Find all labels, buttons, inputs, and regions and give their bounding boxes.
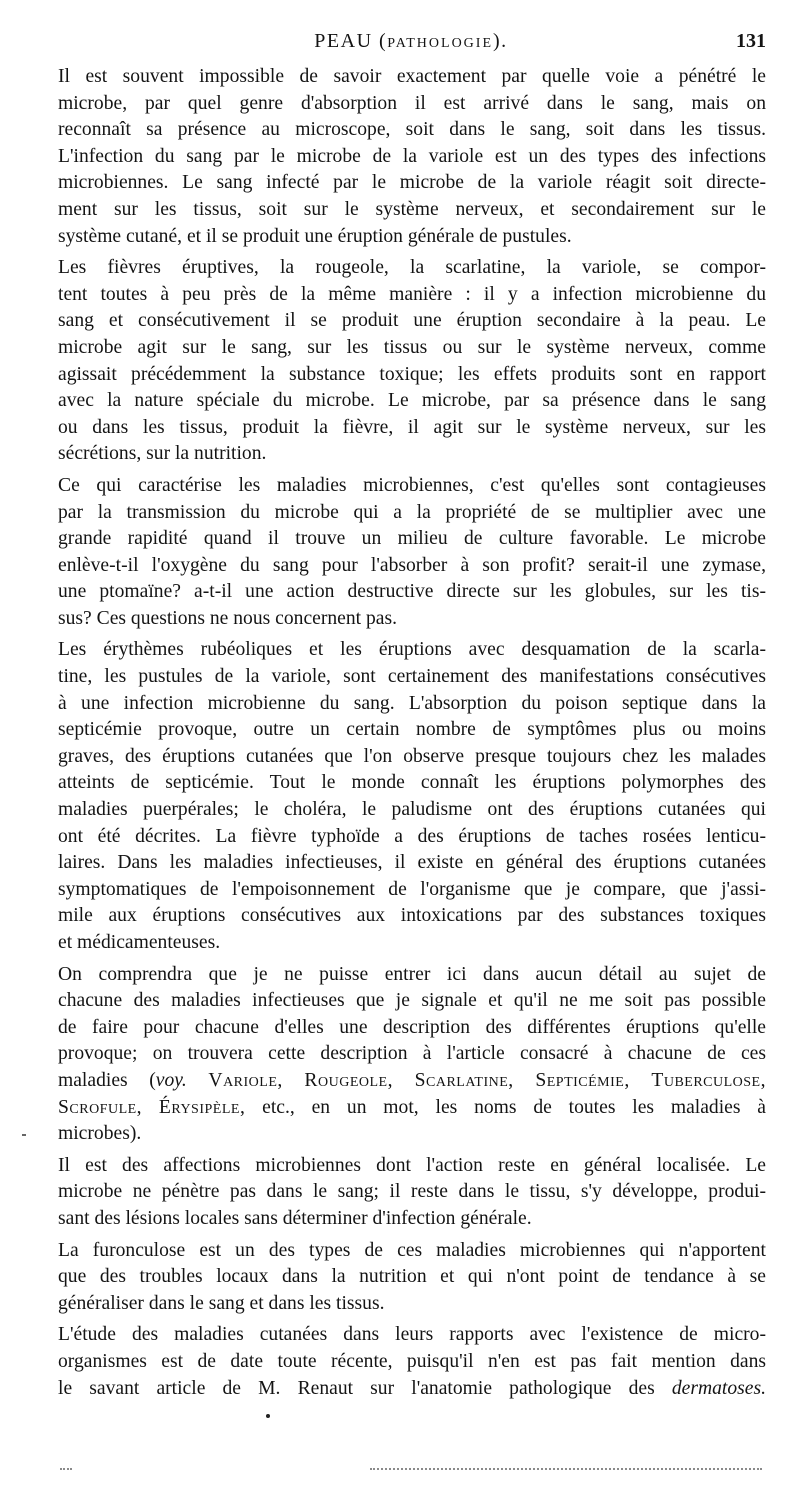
text-line: sus? Ces questions ne nous concernent pas. <box>58 607 398 629</box>
text-line: L'infection du sang par le microbe de la variole est un des types des infections <box>58 145 766 167</box>
text-line: microbiennes. Le sang infecté par le microbe de la variole réagit soit directe- <box>58 172 766 194</box>
text-line: Les érythèmes rubéoliques et les éruptions avec desquamation de la scarla- <box>58 639 766 661</box>
cross-reference-tuberculose: Tuberculose, <box>651 1069 767 1091</box>
text-line: mile aux éruptions consécutives aux intoxications par des substances toxiques <box>58 905 766 927</box>
text-line: microbe agit sur le sang, sur les tissus ou sur le système nerveux, comme <box>58 336 766 358</box>
text-line: reconnaît sa présence au microscope, soit dans le sang, soit dans les tissus. <box>58 119 766 141</box>
text-line: Il est souvent impossible de savoir exactement par quelle voie a pénétré le <box>58 66 766 87</box>
text-fragment: maladies ( <box>58 1069 156 1091</box>
text-line: sang et consécutivement il se produit une éruption secondaire à la peau. Le <box>58 310 766 332</box>
text-line: de faire pour chacune d'elles une description des différentes éruptions qu'elle <box>58 1016 766 1038</box>
text-line: grande rapidité quand il trouve un milieu de culture favorable. Le microbe <box>58 528 766 550</box>
text-line: maladies puerpérales; le choléra, le paludisme ont des éruptions cutanées qui <box>58 799 766 821</box>
text-line: que des troubles locaux dans la nutrition et qui n'ont point de tendance à se <box>58 1266 766 1288</box>
text-line: chacune des maladies infectieuses que je signale et qu'il ne me soit pas possible <box>58 990 766 1012</box>
text-line: système cutané, et il se produit une éruption générale de pustules. <box>58 225 572 247</box>
text-line: tine, les pustules de la variole, sont certainement des manifestations consécutives <box>58 666 766 688</box>
text-line: atteints de septicémie. Tout le monde connaît les éruptions polymorphes des <box>58 772 766 794</box>
cross-reference-erysipele: Érysipèle, <box>158 1096 246 1118</box>
footer-dotted-rule <box>60 1468 72 1470</box>
cross-reference-septicemie: Septicémie, <box>535 1069 630 1091</box>
text-line: laires. Dans les maladies infectieuses, il existe en général des éruptions cutanées <box>58 852 766 874</box>
cross-reference-scrofule: Scrofule, <box>58 1096 143 1118</box>
text-line <box>58 1376 766 1403</box>
text-fragment: etc., en un mot, les noms de toutes les maladies à <box>262 1096 766 1118</box>
paragraph-1 <box>58 64 766 250</box>
text-line: par la transmission du microbe qui a la propriété de se multiplier avec une <box>58 501 766 523</box>
cross-reference-rougeole: Rougeole, <box>304 1069 393 1091</box>
cross-reference-variole: Variole, <box>208 1069 283 1091</box>
paragraph-5 <box>58 962 766 1148</box>
text-line: et médicamenteuses. <box>58 932 221 953</box>
paragraph-6 <box>58 1153 766 1233</box>
text-line: organismes est de date toute récente, puisqu'il n'en est pas fait mention dans <box>58 1350 766 1372</box>
text-line: graves, des éruptions cutanées que l'on observe presque toujours chez les malades <box>58 745 766 767</box>
paragraph-7 <box>58 1238 766 1318</box>
footer-dotted-rule <box>370 1468 762 1470</box>
text-line: microbe ne pénètre pas dans le sang; il reste dans le tissu, s'y développe, produi- <box>58 1181 766 1203</box>
cross-reference-scarlatine: Scarlatine, <box>414 1069 514 1091</box>
text-line: Il est des affections microbiennes dont l'action reste en général localisée. Le <box>58 1154 766 1176</box>
paragraph-3 <box>58 473 766 633</box>
page-number: 131 <box>736 30 766 52</box>
text-line: L'étude des maladies cutanées dans leurs rapports avec l'existence de micro- <box>58 1324 766 1346</box>
text-line: sécrétions, sur la nutrition. <box>58 443 267 465</box>
italic-term: dermatoses. <box>671 1377 766 1399</box>
text-line: septicémie provoque, outre un certain nombre de symptômes plus ou moins <box>58 719 766 741</box>
cross-reference-line <box>58 1068 766 1095</box>
text-line: une ptomaïne? a-t-il une action destructive directe sur les globules, sur les tis- <box>58 581 766 603</box>
body-text <box>58 64 766 1402</box>
text-line: tent toutes à peu près de la même manière : il y a infection microbienne du <box>58 283 766 305</box>
margin-mark <box>22 1134 26 1136</box>
running-title-subtitle: PATHOLOGIE <box>387 36 494 51</box>
text-line: généraliser dans le sang et dans les tissus. <box>58 1292 385 1314</box>
text-line: à une infection microbienne du sang. L'absorption du poison septique dans la <box>58 692 766 714</box>
paragraph-2 <box>58 255 766 468</box>
text-line: ou dans les tissus, produit la fièvre, il agit sur le système nerveux, sur les <box>58 416 766 438</box>
text-line: La furonculose est un des types de ces maladies microbiennes qui n'apportent <box>58 1239 766 1261</box>
running-title <box>56 30 766 53</box>
paragraph-8 <box>58 1322 766 1402</box>
text-line: ment sur les tissus, soit sur le système nerveux, et secondairement sur le <box>58 198 766 220</box>
text-line: Ce qui caractérise les maladies microbiennes, c'est qu'elles sont contagieuses <box>58 474 766 496</box>
paragraph-4 <box>58 637 766 956</box>
text-line: symptomatiques de l'empoisonnement de l'organisme que je compare, que j'assi- <box>58 878 766 900</box>
running-title-end: ). <box>493 30 508 52</box>
text-line: On comprendra que je ne puisse entrer ici dans aucun détail au sujet de <box>58 963 766 985</box>
text-line: ont été décrites. La fièvre typhoïde a des éruptions de taches rosées lenticu- <box>58 825 766 847</box>
text-fragment: le savant article de M. Renaut sur l'anatomie pathologique des <box>58 1377 655 1399</box>
text-line: microbe, par quel genre d'absorption il est arrivé dans le sang, mais on <box>58 92 766 114</box>
page-header <box>56 30 766 60</box>
voy-abbreviation: voy. <box>155 1069 187 1091</box>
text-line: avec la nature spéciale du microbe. Le microbe, par sa présence dans le sang <box>58 390 766 412</box>
text-line: enlève-t-il l'oxygène du sang pour l'absorber à son profit? serait-il une zymase, <box>58 554 766 576</box>
text-line: provoque; on trouvera cette description à l'article consacré à chacune de ces <box>58 1043 766 1065</box>
print-speck <box>266 1414 270 1418</box>
text-line: microbes). <box>58 1123 142 1145</box>
text-line: sant des lésions locales sans déterminer d'infection générale. <box>58 1207 532 1229</box>
text-line: Les fièvres éruptives, la rougeole, la scarlatine, la variole, se compor- <box>58 257 766 279</box>
cross-reference-line <box>58 1095 766 1122</box>
text-line: agissait précédemment la substance toxique; les effets produits sont en rapport <box>58 363 766 385</box>
running-title-main: PEAU ( <box>314 30 388 52</box>
